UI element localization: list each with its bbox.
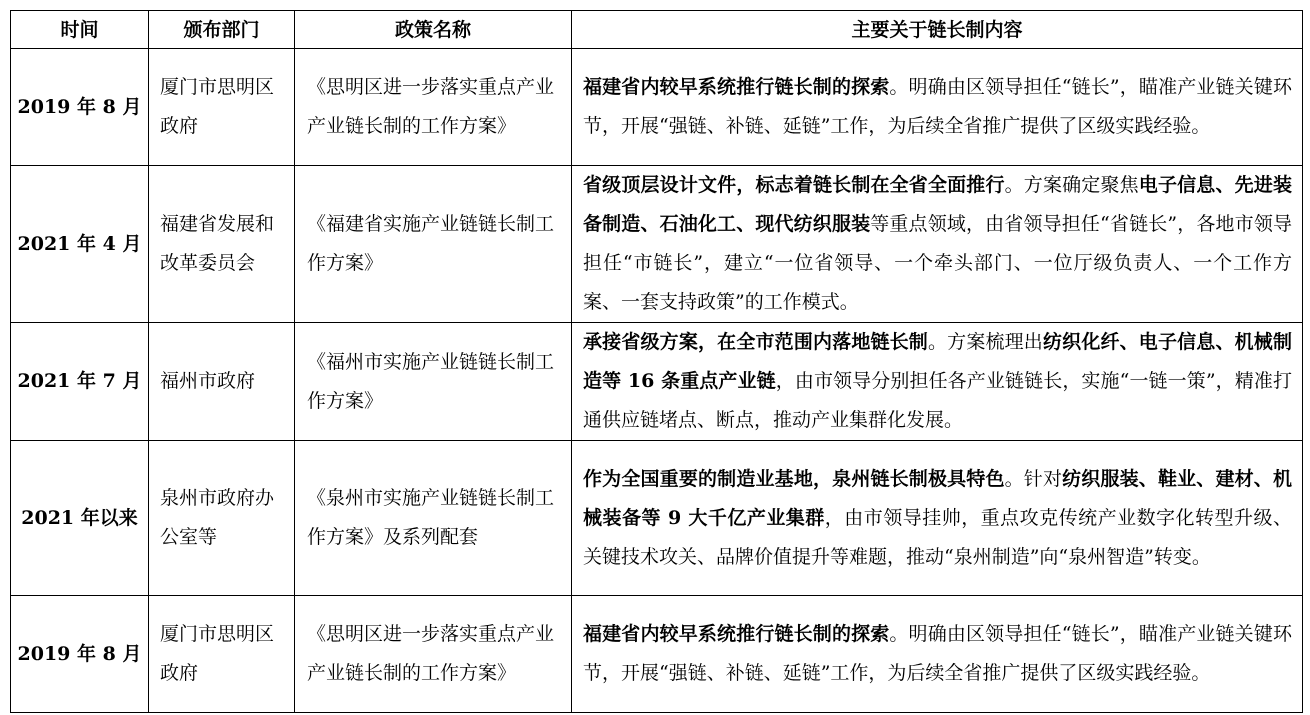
cell-department: 泉州市政府办公室等 <box>149 441 295 596</box>
table-row <box>11 166 1303 323</box>
cell-policy-name: 《泉州市实施产业链链长制工作方案》及系列配套 <box>295 441 572 596</box>
content-segment: 等重点领域，由省领导担任“省链长”，各地市领导担任“市链长”，建立“一位省领导、一个牵头部门、一位厅级负责人、一个工作方案、一套支持政策”的工作模式。 <box>583 213 1292 313</box>
cell-time: 2021 年 7 月 <box>11 323 149 441</box>
header-main-content: 主要关于链长制内容 <box>572 11 1303 49</box>
cell-policy-name: 《思明区进一步落实重点产业产业链长制的工作方案》 <box>295 49 572 166</box>
header-department: 颁布部门 <box>149 11 295 49</box>
content-segment: 。方案确定聚焦 <box>1004 174 1139 196</box>
cell-policy-name: 《福建省实施产业链链长制工作方案》 <box>295 166 572 323</box>
policy-table <box>10 10 1303 713</box>
cell-time: 2019 年 8 月 <box>11 596 149 713</box>
content-segment: 。明确由区领导担任“链长”，瞄准产业链关键环节，开展“强链、补链、延链”工作，为后续全省推广提供了区级实践经验。 <box>583 623 1292 684</box>
table-row <box>11 596 1303 713</box>
header-row <box>11 11 1303 49</box>
content-segment: ，由市领导挂帅，重点攻克传统产业数字化转型升级、关键技术攻关、品牌价值提升等难题，推动“泉州制造”向“泉州智造”转变。 <box>583 506 1292 568</box>
cell-time: 2021 年以来 <box>11 441 149 596</box>
content-bold-segment: 纺织服装、鞋业、建材、机械装备等 9 大千亿产业集群 <box>583 467 1292 529</box>
header-policy-name: 政策名称 <box>295 11 572 49</box>
cell-department: 福建省发展和改革委员会 <box>149 166 295 323</box>
content-segment: 。针对 <box>1004 467 1063 490</box>
cell-main-content <box>572 323 1303 441</box>
content-bold-segment: 省级顶层设计文件，标志着链长制在全省全面推行 <box>583 174 1005 196</box>
content-segment: ，由市领导分别担任各产业链链长，实施“一链一策”，精准打通供应链堵点、断点，推动产业集群化发展。 <box>583 370 1293 431</box>
content-bold-segment: 福建省内较早系统推行链长制的探索 <box>583 76 890 98</box>
cell-policy-name: 《思明区进一步落实重点产业产业链长制的工作方案》 <box>295 596 572 713</box>
cell-main-content <box>572 49 1303 166</box>
content-bold-segment: 电子信息、先进装备制造、石油化工、现代纺织服装 <box>583 174 1292 235</box>
content-bold-segment: 承接省级方案，在全市范围内落地链长制 <box>583 331 928 353</box>
table-row <box>11 49 1303 166</box>
cell-time: 2021 年 4 月 <box>11 166 149 323</box>
content-segment: 。方案梳理出 <box>927 331 1043 353</box>
cell-policy-name: 《福州市实施产业链链长制工作方案》 <box>295 323 572 441</box>
content-bold-segment: 福建省内较早系统推行链长制的探索 <box>583 623 890 645</box>
content-bold-segment: 纺织化纤、电子信息、机械制造等 16 条重点产业链 <box>583 331 1292 392</box>
content-bold-segment: 作为全国重要的制造业基地，泉州链长制极具特色 <box>583 467 1005 490</box>
cell-department: 厦门市思明区政府 <box>149 596 295 713</box>
cell-main-content <box>572 441 1303 596</box>
cell-main-content <box>572 166 1303 323</box>
cell-time: 2019 年 8 月 <box>11 49 149 166</box>
cell-department: 厦门市思明区政府 <box>149 49 295 166</box>
table-row <box>11 441 1303 596</box>
header-time: 时间 <box>11 11 149 49</box>
cell-department: 福州市政府 <box>149 323 295 441</box>
cell-main-content <box>572 596 1303 713</box>
content-segment: 。明确由区领导担任“链长”，瞄准产业链关键环节，开展“强链、补链、延链”工作，为后续全省推广提供了区级实践经验。 <box>583 76 1292 137</box>
table-row <box>11 323 1303 441</box>
